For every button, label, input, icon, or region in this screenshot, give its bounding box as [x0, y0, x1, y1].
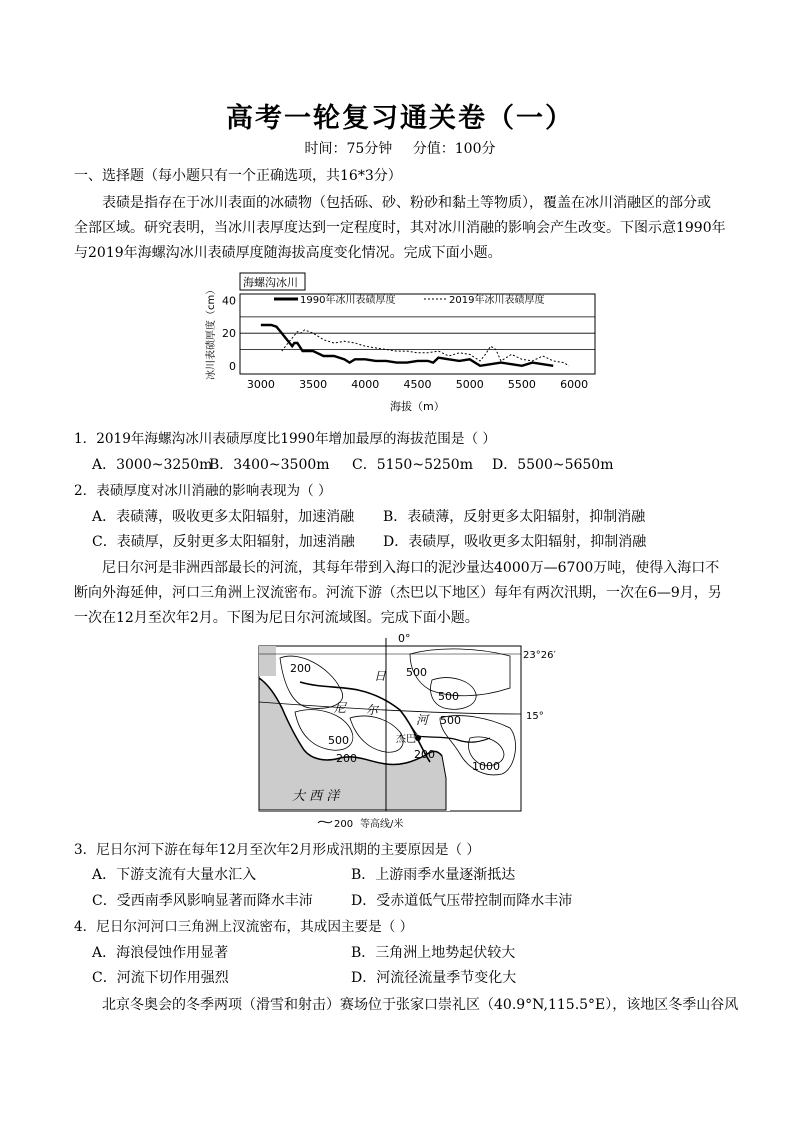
q4-stem: 4．尼日尔河河口三角洲上汊流密布，其成因主要是（ ）: [74, 919, 414, 935]
q2-option-a[interactable]: A．表碛薄，吸收更多太阳辐射，加速消融: [92, 509, 355, 525]
y-tick-label: 0: [229, 359, 236, 373]
passage2-line-1: 尼日尔河是非洲西部最长的河流，其每年带到入海口的泥沙量达4000万—6700万吨，使得入海口不: [102, 560, 720, 576]
passage1-line-1: 表碛是指存在于冰川表面的冰碛物（包括砾、砂、粉砂和黏土等物质），覆盖在冰川消融区的部分或: [102, 195, 711, 211]
q1-option-d[interactable]: D．5500~5650m: [492, 457, 614, 473]
label-15: 15°: [526, 711, 544, 722]
x-ticks: [247, 378, 588, 391]
x-tick-label: 6000: [560, 378, 589, 391]
q1-option-c[interactable]: C．5150~5250m: [352, 457, 473, 473]
chart-ylabel: 冰川表碛厚度（cm）: [206, 284, 217, 380]
label-contour-200-b: 200: [414, 748, 435, 761]
x-tick-label: 5000: [455, 378, 484, 391]
exam-subtitle: [0, 138, 800, 158]
chart-title: 海螺沟冰川: [243, 276, 298, 289]
exam-time: 时间：75分钟: [304, 141, 393, 157]
legend-1990-label: 1990年冰川表碛厚度: [300, 295, 396, 306]
q4-option-d[interactable]: D．河流径流量季节变化大: [351, 970, 517, 986]
legend-label: 等高线/米: [360, 819, 404, 830]
label-contour-500-c: 500: [440, 714, 461, 727]
land-shade-nw: [259, 646, 276, 676]
q4-option-a[interactable]: A．海浪侵蚀作用显著: [92, 945, 229, 961]
q3-option-c[interactable]: C．受西南季风影响显著而降水丰沛: [92, 893, 313, 909]
label-contour-200-c: 200: [336, 752, 357, 765]
legend-contour-value: 200: [334, 819, 354, 830]
section-heading: 一、选择题（每小题只有一个正确选项，共16*3分）: [74, 168, 402, 184]
label-contour-500-d: 500: [328, 734, 349, 747]
q4-option-b[interactable]: B．三角洲上地势起伏较大: [351, 945, 516, 961]
label-river-char-4: 河: [416, 713, 429, 727]
x-tick-label: 4500: [403, 378, 432, 391]
x-tick-label: 3000: [246, 378, 275, 391]
chart-xlabel: 海拔（m）: [390, 400, 445, 413]
label-jebba: 杰巴: [396, 734, 416, 745]
y-tick-label: 40: [222, 294, 236, 308]
legend-contour-swatch: [318, 821, 332, 823]
exam-score: 分值：100分: [412, 141, 496, 157]
label-river-char-1: 日: [374, 669, 387, 683]
q1-option-b[interactable]: B．3400~3500m: [209, 457, 330, 473]
exam-title: 高考一轮复习通关卷（一）: [226, 103, 574, 134]
passage2-line-3: 一次在12月至次年2月。下图为尼日尔河流域图。完成下面小题。: [74, 610, 479, 626]
label-contour-1000: 1000: [472, 760, 500, 773]
legend-2019-label: 2019年冰川表碛厚度: [449, 295, 545, 306]
x-tick-label: 3500: [299, 378, 328, 391]
y-ticks: [222, 295, 236, 373]
q2-option-d[interactable]: D．表碛厚，吸收更多太阳辐射，抑制消融: [383, 534, 647, 550]
q1-option-a[interactable]: A．3000~3250m: [92, 457, 213, 473]
q3-option-b[interactable]: B．上游雨季水量逐渐抵达: [351, 867, 516, 883]
label-contour-500-a: 500: [406, 666, 427, 679]
series-lines: [261, 325, 569, 366]
passage2-line-2: 断向外海延伸，河口三角洲上汊流密布。河流下游（杰巴以下地区）每年有两次汛期，一次在6—9月，另: [74, 585, 722, 601]
series-1990-line: [261, 325, 553, 366]
q3-option-a[interactable]: A．下游支流有大量水汇入: [92, 867, 257, 883]
label-contour-500-b: 500: [438, 690, 459, 703]
passage1-line-2: 全部区域。研究表明，当冰川表厚度达到一定程度时，其对冰川消融的影响会产生改变。下图示意1990年: [74, 220, 726, 236]
q4-option-c[interactable]: C．河流下切作用强烈: [92, 970, 229, 986]
label-ocean: 大 西 洋: [292, 789, 340, 804]
label-meridian: 0°: [398, 632, 411, 645]
x-tick-label: 4000: [351, 378, 380, 391]
y-tick-label: 20: [222, 327, 236, 341]
label-contour-200-a: 200: [290, 662, 311, 675]
q2-option-b[interactable]: B．表碛薄，反射更多太阳辐射，抑制消融: [383, 509, 646, 525]
chart-legend: [274, 293, 544, 306]
label-tropic: 23°26′: [523, 650, 556, 661]
q2-stem: 2．表碛厚度对冰川消融的影响表现为（ ）: [74, 483, 332, 499]
niger-river-map: [240, 628, 560, 833]
passage1-line-3: 与2019年海螺沟冰川表碛厚度随海拔高度变化情况。完成下面小题。: [74, 245, 502, 261]
glacier-debris-chart: [200, 270, 610, 418]
q3-stem: 3．尼日尔河下游在每年12月至次年2月形成汛期的主要原因是（ ）: [74, 842, 480, 858]
label-river-char-3: 尔: [366, 703, 379, 717]
label-river-char-2: 尼: [334, 701, 347, 715]
x-tick-label: 5500: [507, 378, 536, 391]
passage3-line-1: 北京冬奥会的冬季两项（滑雪和射击）赛场位于张家口崇礼区（40.9°N,115.5°E），该地区冬季山谷风: [102, 997, 739, 1013]
q1-stem: 1．2019年海螺沟冰川表碛厚度比1990年增加最厚的海拔范围是（ ）: [74, 431, 497, 447]
q3-option-d[interactable]: D．受赤道低气压带控制而降水丰沛: [351, 893, 573, 909]
q2-option-c[interactable]: C．表碛厚，反射更多太阳辐射，加速消融: [92, 534, 355, 550]
